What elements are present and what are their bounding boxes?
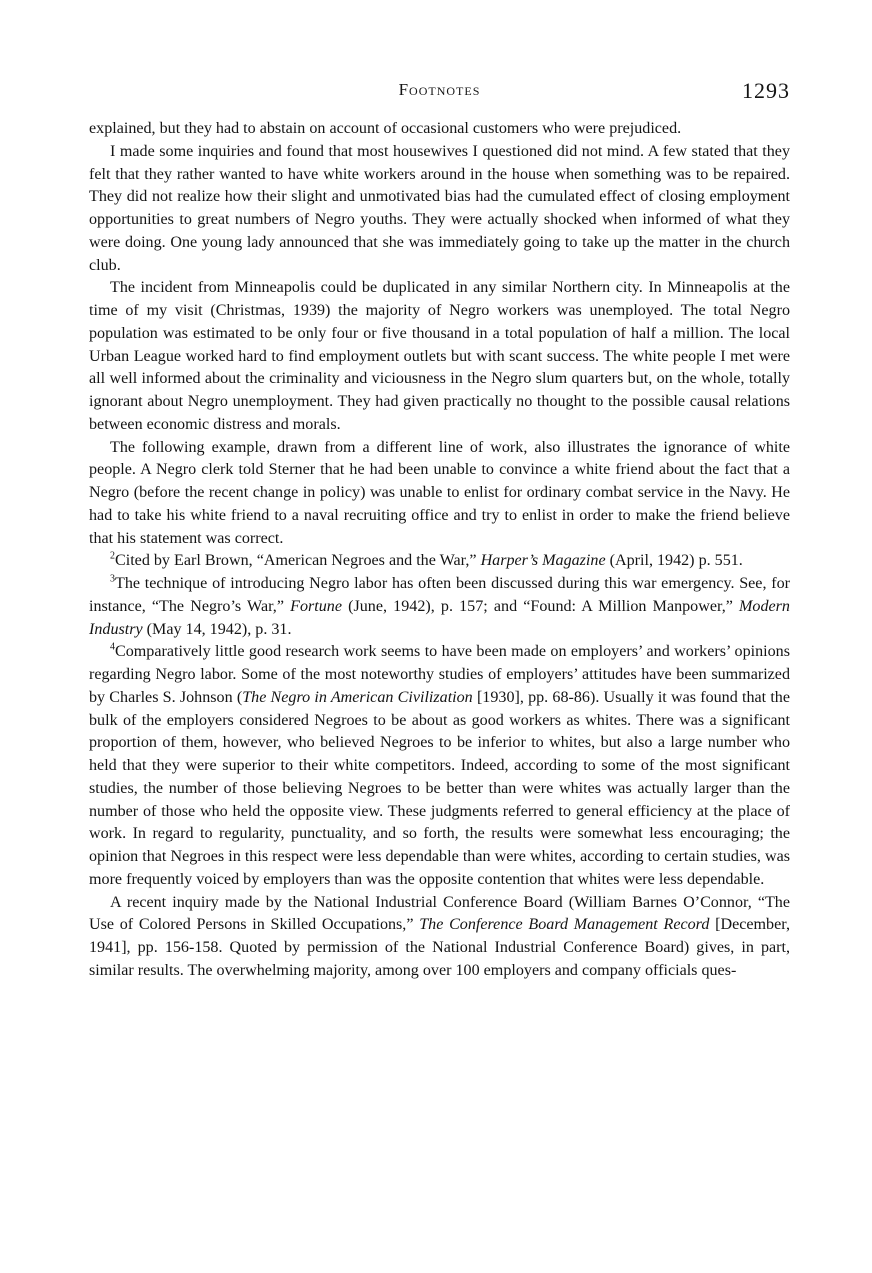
footnote-text: [December, 1941], pp. 156-158. Quoted by permission of the National Industrial Conference Board) gives, in part, similar results. The overwhelming majority, among over 100 employers and company officials ques- [89, 916, 790, 979]
footnote-italic: Fortune [290, 597, 342, 615]
paragraph: The following example, drawn from a different line of work, also illustrates the ignorance of white people. A Negro clerk told Sterner that he had been unable to convince a white friend about the fact that a Negro (before the recent change in policy) was unable to enlist for ordinary combat service in the Navy. He had to take his white friend to a naval recruiting office and try to enlist in order to make the friend believe that his statement was correct. [89, 438, 790, 547]
running-head [89, 80, 790, 110]
footnote-3 [89, 573, 790, 641]
footnote-text: A recent inquiry made by the National Industrial Conference Board (William Barnes O’Connor, “The Use of Colored Persons in Skilled Occupations,” [89, 893, 790, 934]
page [89, 80, 790, 983]
footnote-text: [1930], pp. 68-86). Usually it was found that the bulk of the employers considered Negroes to be about as good workers as whites. There was a significant proportion of them, however, who believed Negroes to be inferior to whites, but also a large number who held that they were superior to their white competitors. Indeed, according to some of the most significant studies, the number of those believing Negroes to be better than were whites was actually larger than the number of those who held the opposite view. These judgments referred to general efficiency at the place of work. In regard to regularity, punctuality, and so forth, the results were somewhat less encouraging; the opinion that Negroes in this respect were less dependable than were whites, according to certain studies, was more frequently voiced by employers than was the opposite contention that whites were less dependable. [89, 688, 790, 888]
footnote-text: (April, 1942) p. 551. [605, 552, 743, 570]
body-text [89, 118, 790, 983]
footnote-mark: 4 [110, 641, 115, 653]
running-title: Footnotes [398, 80, 481, 99]
footnote-text: (May 14, 1942), p. 31. [142, 620, 292, 638]
footnote-text: (June, 1942), p. 157; and “Found: A Million Manpower,” [341, 597, 740, 615]
footnote-text: The technique of introducing Negro labor has often been discussed during this war emergency. See, for instance, “The Negro’s War,” [89, 575, 790, 615]
paragraph: explained, but they had to abstain on account of occasional customers who were prejudiced. [89, 120, 682, 137]
footnote-mark: 2 [110, 550, 115, 562]
footnote-italic: Harper’s Magazine [480, 552, 606, 570]
footnote-text: Comparatively little good research work seems to have been made on employers’ and workers’ opinions regarding Negro labor. Some of the most noteworthy studies of employers’ attitudes have been summarized by Charles S. Johnson ( [89, 643, 790, 706]
paragraph: I made some inquiries and found that most housewives I questioned did not mind. A few stated that they felt that they rather wanted to have white workers around in the house when something was to be repaired. They did not realize how their slight and unmotivated bias had the cumulated effect of closing employment opportunities to great numbers of Negro youths. They were actually shocked when informed of what they were doing. One young lady announced that she was immediately going to take up the matter in the church club. [89, 142, 790, 274]
footnote-2 [89, 550, 790, 573]
footnote-mark: 3 [110, 573, 115, 585]
footnote-italic: The Conference Board Management Record [419, 916, 710, 934]
footnote-text: Cited by Earl Brown, “American Negroes and the War,” [115, 552, 481, 570]
page-number: 1293 [742, 78, 790, 103]
footnote-italic: Modern Industry [89, 597, 790, 638]
paragraph: The incident from Minneapolis could be duplicated in any similar Northern city. In Minneapolis at the time of my visit (Christmas, 1939) the majority of Negro workers was unemployed. The total Negro population was estimated to be only four or five thousand in a total population of half a million. The local Urban League worked hard to find employment outlets but with scant success. The white people I met were all well informed about the criminality and viciousness in the Negro slum quarters but, on the whole, totally ignorant about Negro unemployment. They had given practically no thought to the possible causal relations between economic distress and morals. [89, 279, 790, 433]
footnote-4-continued [89, 892, 790, 983]
footnote-4 [89, 641, 790, 891]
footnote-italic: The Negro in American Civilization [242, 688, 473, 706]
